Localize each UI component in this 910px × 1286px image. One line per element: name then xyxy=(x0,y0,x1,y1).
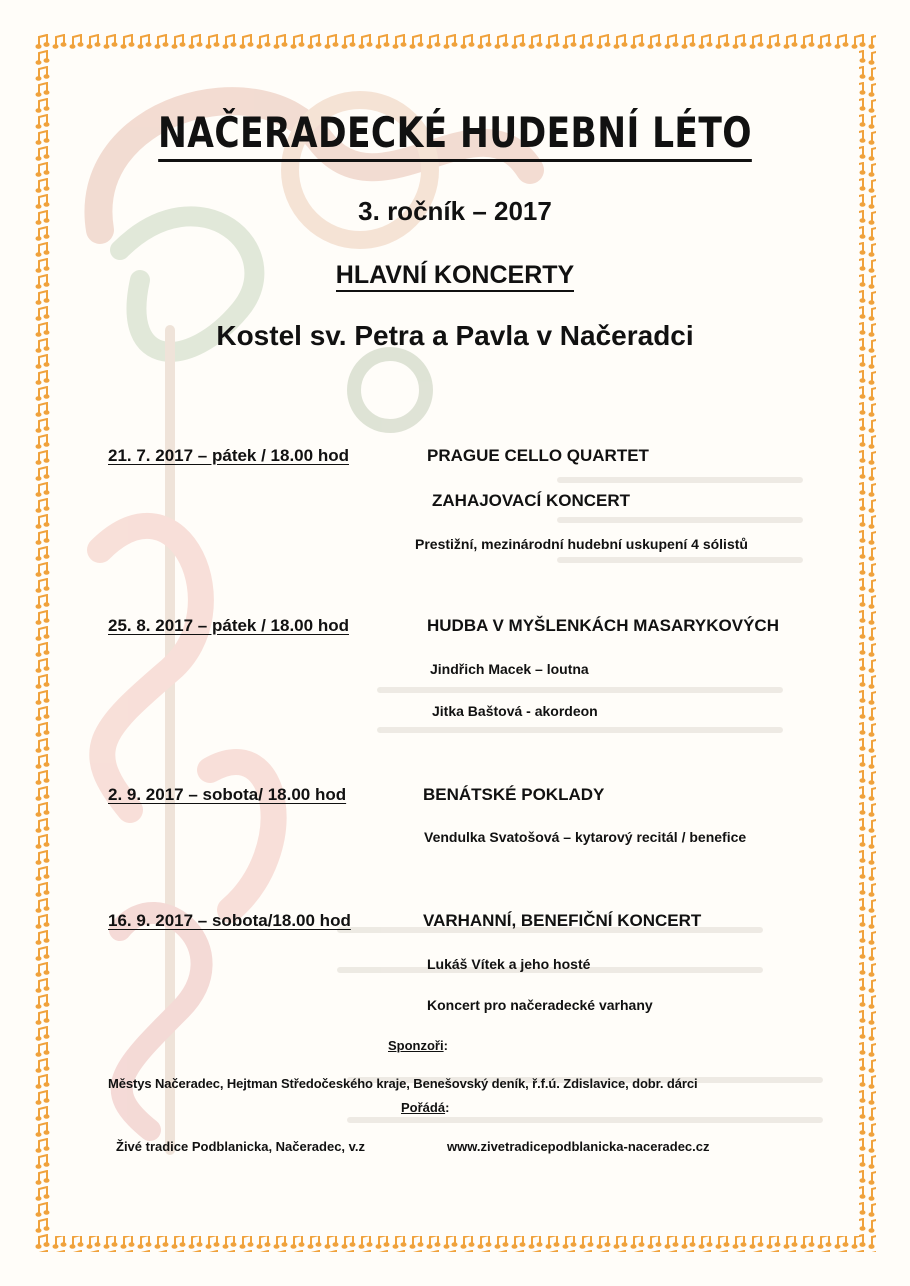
concert-detail: Prestižní, mezinárodní hudební uskupení 4 sólistů xyxy=(415,536,748,552)
section-heading: HLAVNÍ KONCERTY xyxy=(0,261,910,290)
organizer-website[interactable]: www.zivetradicepodblanicka-naceradec.cz xyxy=(447,1139,710,1154)
concert-title: PRAGUE CELLO QUARTET xyxy=(427,446,649,465)
concert-detail: Jitka Baštová - akordeon xyxy=(432,703,598,719)
organizer-label: Pořádá: xyxy=(401,1100,450,1115)
concert-date: 2. 9. 2017 – sobota/ 18.00 hod xyxy=(108,785,347,804)
organizer-name: Živé tradice Podblanicka, Načeradec, v.z xyxy=(116,1139,366,1154)
venue: Kostel sv. Petra a Pavla v Načeradci xyxy=(216,320,694,351)
concert-detail: ZAHAJOVACÍ KONCERT xyxy=(432,491,631,510)
edition: 3. ročník – 2017 xyxy=(358,196,552,226)
concert-date: 16. 9. 2017 – sobota/18.00 hod xyxy=(108,911,351,930)
sponsors-list: Městys Načeradec, Hejtman Středočeského kraje, Benešovský deník, ř.f.ú. Zdislavice, dobr. dárci xyxy=(108,1076,698,1091)
sponsors-label: Sponzoři: xyxy=(388,1038,448,1053)
concert-title: BENÁTSKÉ POKLADY xyxy=(423,785,605,804)
concert-title: VARHANNÍ, BENEFIČNÍ KONCERT xyxy=(423,911,702,930)
concert-detail: Koncert pro načeradecké varhany xyxy=(427,997,653,1013)
concert-detail: Vendulka Svatošová – kytarový recitál / benefice xyxy=(424,829,747,845)
concert-date: 25. 8. 2017 – pátek / 18.00 hod xyxy=(108,616,349,635)
concert-detail: Lukáš Vítek a jeho hosté xyxy=(427,956,591,972)
concert-date: 21. 7. 2017 – pátek / 18.00 hod xyxy=(108,446,349,465)
poster-title: NAČERADECKÉ HUDEBNÍ LÉTO xyxy=(82,108,828,157)
concert-detail: Jindřich Macek – loutna xyxy=(430,661,589,677)
concert-title: HUDBA V MYŠLENKÁCH MASARYKOVÝCH xyxy=(427,616,779,635)
